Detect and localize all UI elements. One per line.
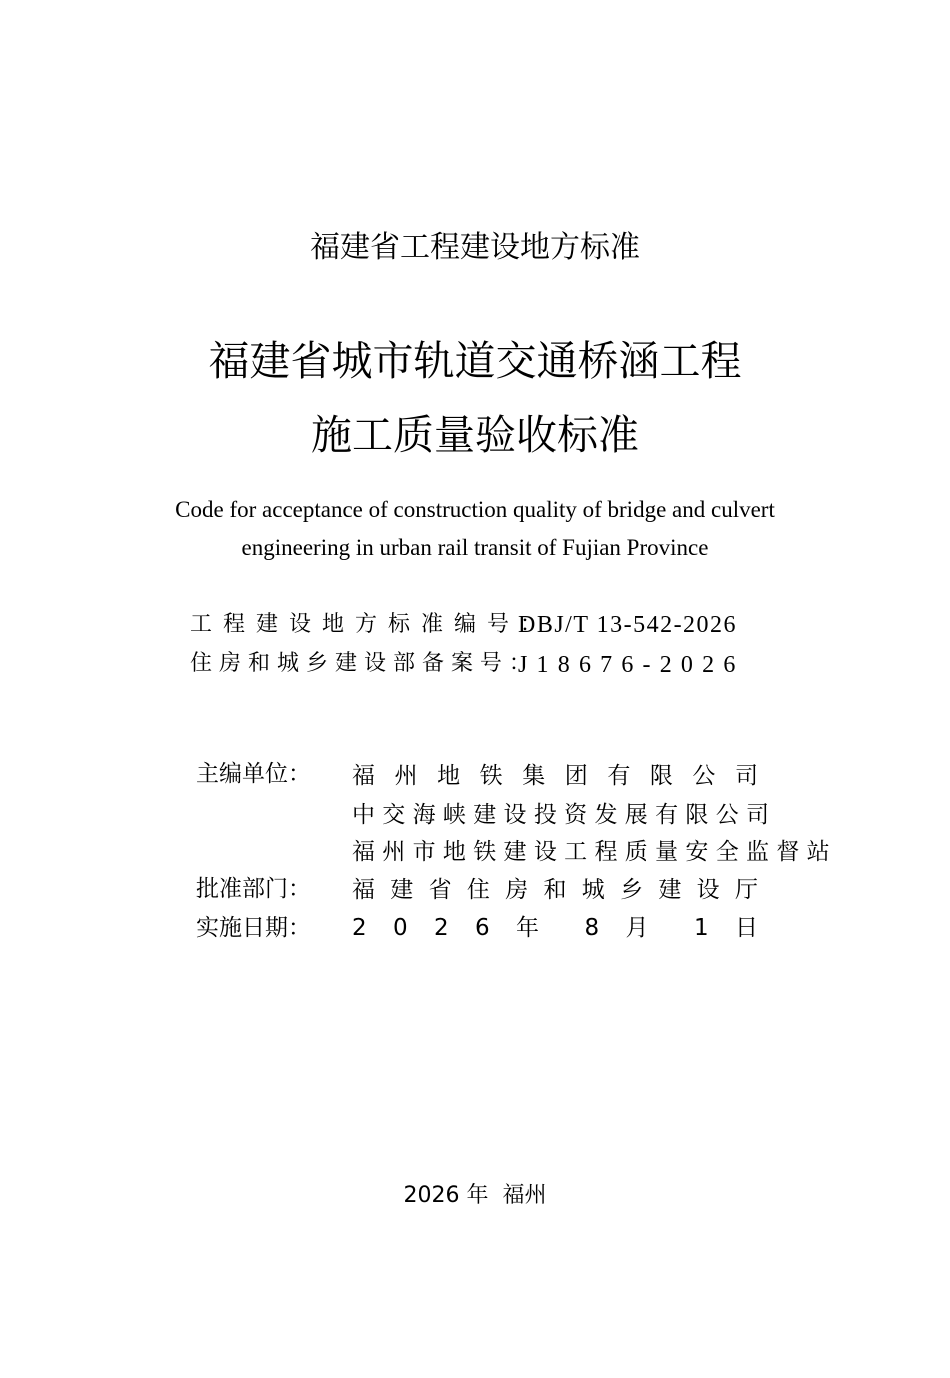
standard-number-value: DBJ/T 13-542-2026: [518, 612, 738, 638]
implementation-date-value: 2 0 2 6 年 8 月 1 日: [352, 915, 758, 941]
english-title-line2: engineering in urban rail transit of Fujian Province: [241, 535, 709, 560]
chief-editor-unit: 福 州 地 铁 集 团 有 限 公 司: [352, 763, 758, 789]
record-number-value: J18676-2026: [518, 652, 745, 678]
approval-department-value: 福 建 省 住 房 和 城 乡 建 设 厅: [352, 877, 758, 903]
series-title: 福建省工程建设地方标准: [310, 230, 640, 265]
main-title-line1: 福建省城市轨道交通桥涵工程: [208, 337, 742, 385]
chief-editor-unit: 中 交 海 峡 建 设 投 资 发 展 有 限 公 司: [352, 802, 770, 828]
standard-number-label: 工 程 建 设 地 方 标 准 编 号 ：: [190, 612, 544, 637]
approval-department-label: 批准部门：: [196, 876, 311, 902]
english-title-line1: Code for acceptance of construction quality of bridge and culvert: [175, 497, 775, 522]
chief-editor-unit: 福 州 市 地 铁 建 设 工 程 质 量 安 全 监 督 站: [352, 839, 830, 865]
record-number-label: 住 房 和 城 乡 建 设 部 备 案 号 ：: [190, 651, 531, 676]
implementation-date-label: 实施日期：: [196, 915, 311, 941]
footer-year-place: 2026 年 福州: [403, 1183, 547, 1208]
chief-editor-label: 主编单位：: [196, 761, 311, 787]
main-title-line2: 施工质量验收标准: [311, 411, 639, 459]
